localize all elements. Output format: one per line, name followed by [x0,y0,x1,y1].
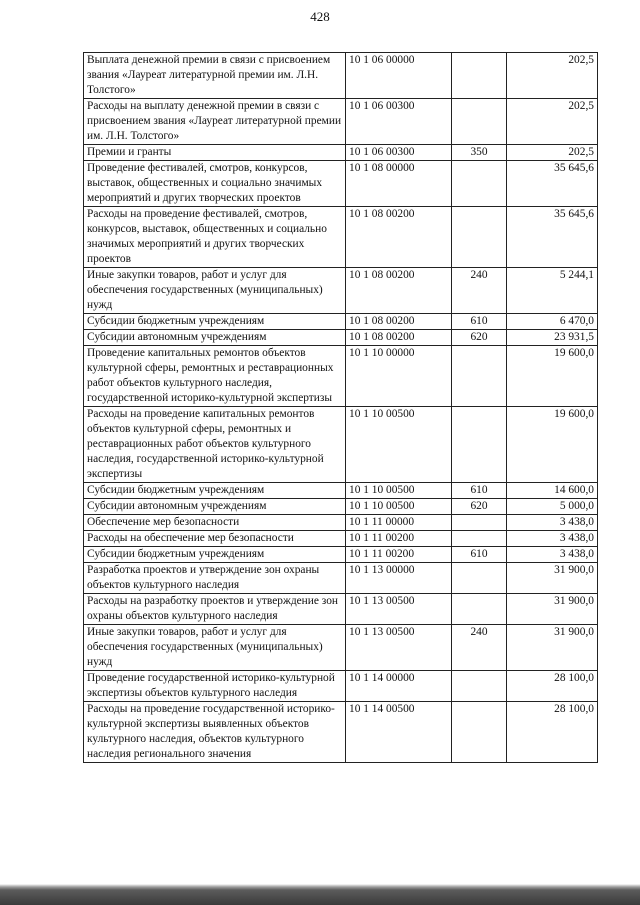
row-amount-cell: 35 645,6 [507,207,598,268]
row-amount-cell: 19 600,0 [507,407,598,483]
table-row [84,346,598,407]
table-row [84,330,598,346]
row-name-cell: Иные закупки товаров, работ и услуг для обеспечения государственных (муниципальных) нужд [84,625,346,671]
row-amount-cell: 5 244,1 [507,268,598,314]
row-type-cell: 240 [452,625,507,671]
row-code-cell: 10 1 13 00000 [346,563,452,594]
row-code-cell: 10 1 11 00200 [346,547,452,563]
table-row [84,314,598,330]
row-type-cell [452,407,507,483]
row-amount-cell: 202,5 [507,145,598,161]
row-amount-cell: 3 438,0 [507,547,598,563]
row-name-cell: Субсидии автономным учреждениям [84,499,346,515]
row-type-cell [452,594,507,625]
row-name-cell: Выплата денежной премии в связи с присвоением звания «Лауреат литературной премии им. Л.Н. Толстого» [84,53,346,99]
table-row [84,99,598,145]
row-name-cell: Обеспечение мер безопасности [84,515,346,531]
row-name-cell: Расходы на проведение фестивалей, смотров, конкурсов, выставок, общественных и социально значимых мероприятий и других творческих проектов [84,207,346,268]
row-name-cell: Субсидии бюджетным учреждениям [84,547,346,563]
budget-table-body [84,53,598,763]
row-name-cell: Расходы на разработку проектов и утверждение зон охраны объектов культурного наследия [84,594,346,625]
row-code-cell: 10 1 10 00000 [346,346,452,407]
table-row [84,499,598,515]
row-name-cell: Проведение фестивалей, смотров, конкурсов, выставок, общественных и социально значимых мероприятий и других творческих проектов [84,161,346,207]
row-code-cell: 10 1 11 00000 [346,515,452,531]
row-type-cell [452,99,507,145]
row-type-cell [452,207,507,268]
row-code-cell: 10 1 08 00000 [346,161,452,207]
row-type-cell: 610 [452,483,507,499]
row-code-cell: 10 1 10 00500 [346,499,452,515]
table-row [84,268,598,314]
row-code-cell: 10 1 13 00500 [346,625,452,671]
table-row [84,671,598,702]
budget-table [83,52,598,763]
row-amount-cell: 35 645,6 [507,161,598,207]
row-amount-cell: 31 900,0 [507,625,598,671]
row-type-cell: 350 [452,145,507,161]
table-row [84,161,598,207]
table-row [84,702,598,763]
row-name-cell: Разработка проектов и утверждение зон охраны объектов культурного наследия [84,563,346,594]
row-code-cell: 10 1 08 00200 [346,330,452,346]
row-name-cell: Проведение капитальных ремонтов объектов культурной сферы, ремонтных и реставрационных работ объектов культурного наследия, государственной историко-культурной экспертизы [84,346,346,407]
row-amount-cell: 202,5 [507,99,598,145]
row-type-cell: 610 [452,314,507,330]
row-type-cell: 620 [452,330,507,346]
row-amount-cell: 28 100,0 [507,702,598,763]
row-name-cell: Премии и гранты [84,145,346,161]
row-amount-cell: 31 900,0 [507,563,598,594]
row-code-cell: 10 1 06 00300 [346,99,452,145]
row-amount-cell: 5 000,0 [507,499,598,515]
table-row [84,547,598,563]
row-name-cell: Расходы на выплату денежной премии в связи с присвоением звания «Лауреат литературной премии им. Л.Н. Толстого» [84,99,346,145]
row-type-cell [452,53,507,99]
table-row [84,563,598,594]
row-amount-cell: 19 600,0 [507,346,598,407]
row-name-cell: Субсидии бюджетным учреждениям [84,314,346,330]
row-type-cell: 610 [452,547,507,563]
table-row [84,53,598,99]
row-type-cell [452,161,507,207]
row-amount-cell: 31 900,0 [507,594,598,625]
row-type-cell: 240 [452,268,507,314]
row-amount-cell: 3 438,0 [507,515,598,531]
table-row [84,207,598,268]
row-code-cell: 10 1 06 00300 [346,145,452,161]
row-name-cell: Расходы на проведение капитальных ремонтов объектов культурной сферы, ремонтных и реставрационных работ объектов культурного наследия, государственной историко-культурной экспертизы [84,407,346,483]
row-code-cell: 10 1 08 00200 [346,207,452,268]
table-row [84,515,598,531]
row-code-cell: 10 1 13 00500 [346,594,452,625]
row-name-cell: Расходы на проведение государственной историко-культурной экспертизы выявленных объектов культурного наследия, объектов культурного наследия регионального значения [84,702,346,763]
row-code-cell: 10 1 14 00500 [346,702,452,763]
row-name-cell: Субсидии бюджетным учреждениям [84,483,346,499]
scan-edge [0,884,640,905]
row-code-cell: 10 1 08 00200 [346,314,452,330]
row-amount-cell: 14 600,0 [507,483,598,499]
row-code-cell: 10 1 14 00000 [346,671,452,702]
row-type-cell [452,563,507,594]
row-code-cell: 10 1 11 00200 [346,531,452,547]
row-type-cell [452,531,507,547]
table-row [84,145,598,161]
row-code-cell: 10 1 08 00200 [346,268,452,314]
row-amount-cell: 23 931,5 [507,330,598,346]
row-code-cell: 10 1 06 00000 [346,53,452,99]
row-name-cell: Проведение государственной историко-культурной экспертизы объектов культурного наследия [84,671,346,702]
row-name-cell: Иные закупки товаров, работ и услуг для обеспечения государственных (муниципальных) нужд [84,268,346,314]
row-amount-cell: 3 438,0 [507,531,598,547]
row-name-cell: Субсидии автономным учреждениям [84,330,346,346]
row-type-cell: 620 [452,499,507,515]
row-amount-cell: 6 470,0 [507,314,598,330]
row-type-cell [452,671,507,702]
row-code-cell: 10 1 10 00500 [346,407,452,483]
table-row [84,531,598,547]
row-type-cell [452,515,507,531]
table-row [84,407,598,483]
table-row [84,483,598,499]
row-amount-cell: 202,5 [507,53,598,99]
row-amount-cell: 28 100,0 [507,671,598,702]
row-type-cell [452,346,507,407]
row-code-cell: 10 1 10 00500 [346,483,452,499]
row-name-cell: Расходы на обеспечение мер безопасности [84,531,346,547]
row-type-cell [452,702,507,763]
table-row [84,625,598,671]
table-row [84,594,598,625]
page-number: 428 [310,9,330,24]
